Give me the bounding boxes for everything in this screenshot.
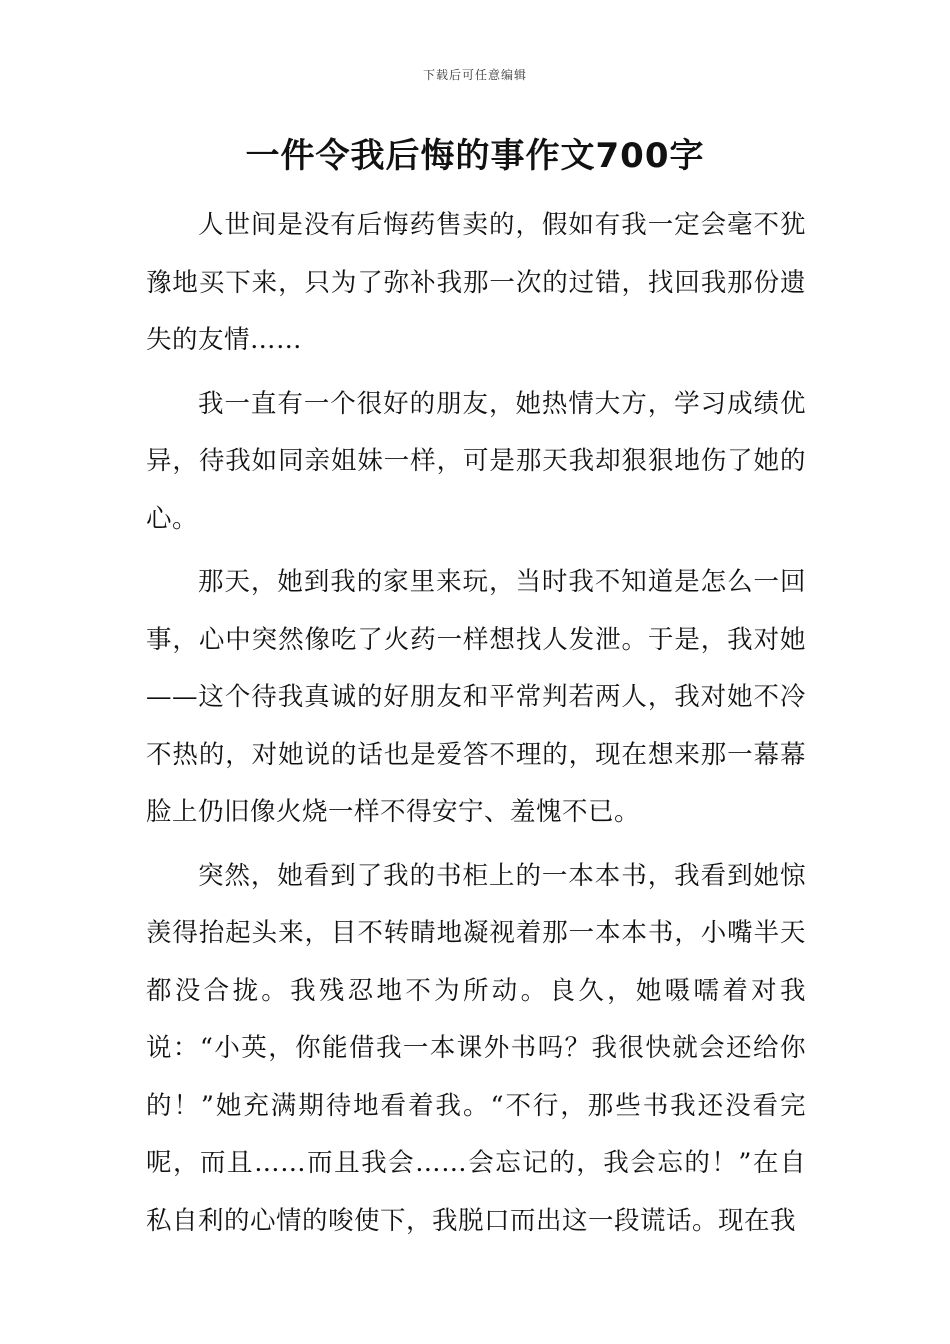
paragraph-4: 突然，她看到了我的书柜上的一本本书，我看到她惊羡得抬起头来，目不转睛地凝视着那一本本书，小嘴半天都没合拢。我残忍地不为所动。良久，她嗫嚅着对我说：“小英，你能借我一本课外书吗？我很快就会还给你的！”她充满期待地看着我。“不行，那些书我还没看完呢，而且……而且我会……会忘记的，我会忘的！”在自私自利的心情的唆使下，我脱口而出这一段谎话。现在我 bbox=[146, 860, 806, 1236]
article-body bbox=[146, 197, 806, 1256]
header-note: 下载后可任意编辑 bbox=[422, 68, 527, 82]
paragraph-2: 我一直有一个很好的朋友，她热情大方，学习成绩优异，待我如同亲姐妹一样，可是那天我却狠狠地伤了她的心。 bbox=[146, 388, 806, 534]
paragraph-1: 人世间是没有后悔药售卖的，假如有我一定会毫不犹豫地买下来，只为了弥补我那一次的过错，找回我那份遗失的友情…… bbox=[146, 210, 806, 355]
page-title: 一件令我后悔的事作文700字 bbox=[245, 136, 705, 176]
paragraph-3: 那天，她到我的家里来玩，当时我不知道是怎么一回事，心中突然像吃了火药一样想找人发泄。于是，我对她——这个待我真诚的好朋友和平常判若两人，我对她不冷不热的，对她说的话也是爱答不理的，现在想来那一幕幕脸上仍旧像火烧一样不得安宁、羞愧不已。 bbox=[146, 567, 806, 827]
